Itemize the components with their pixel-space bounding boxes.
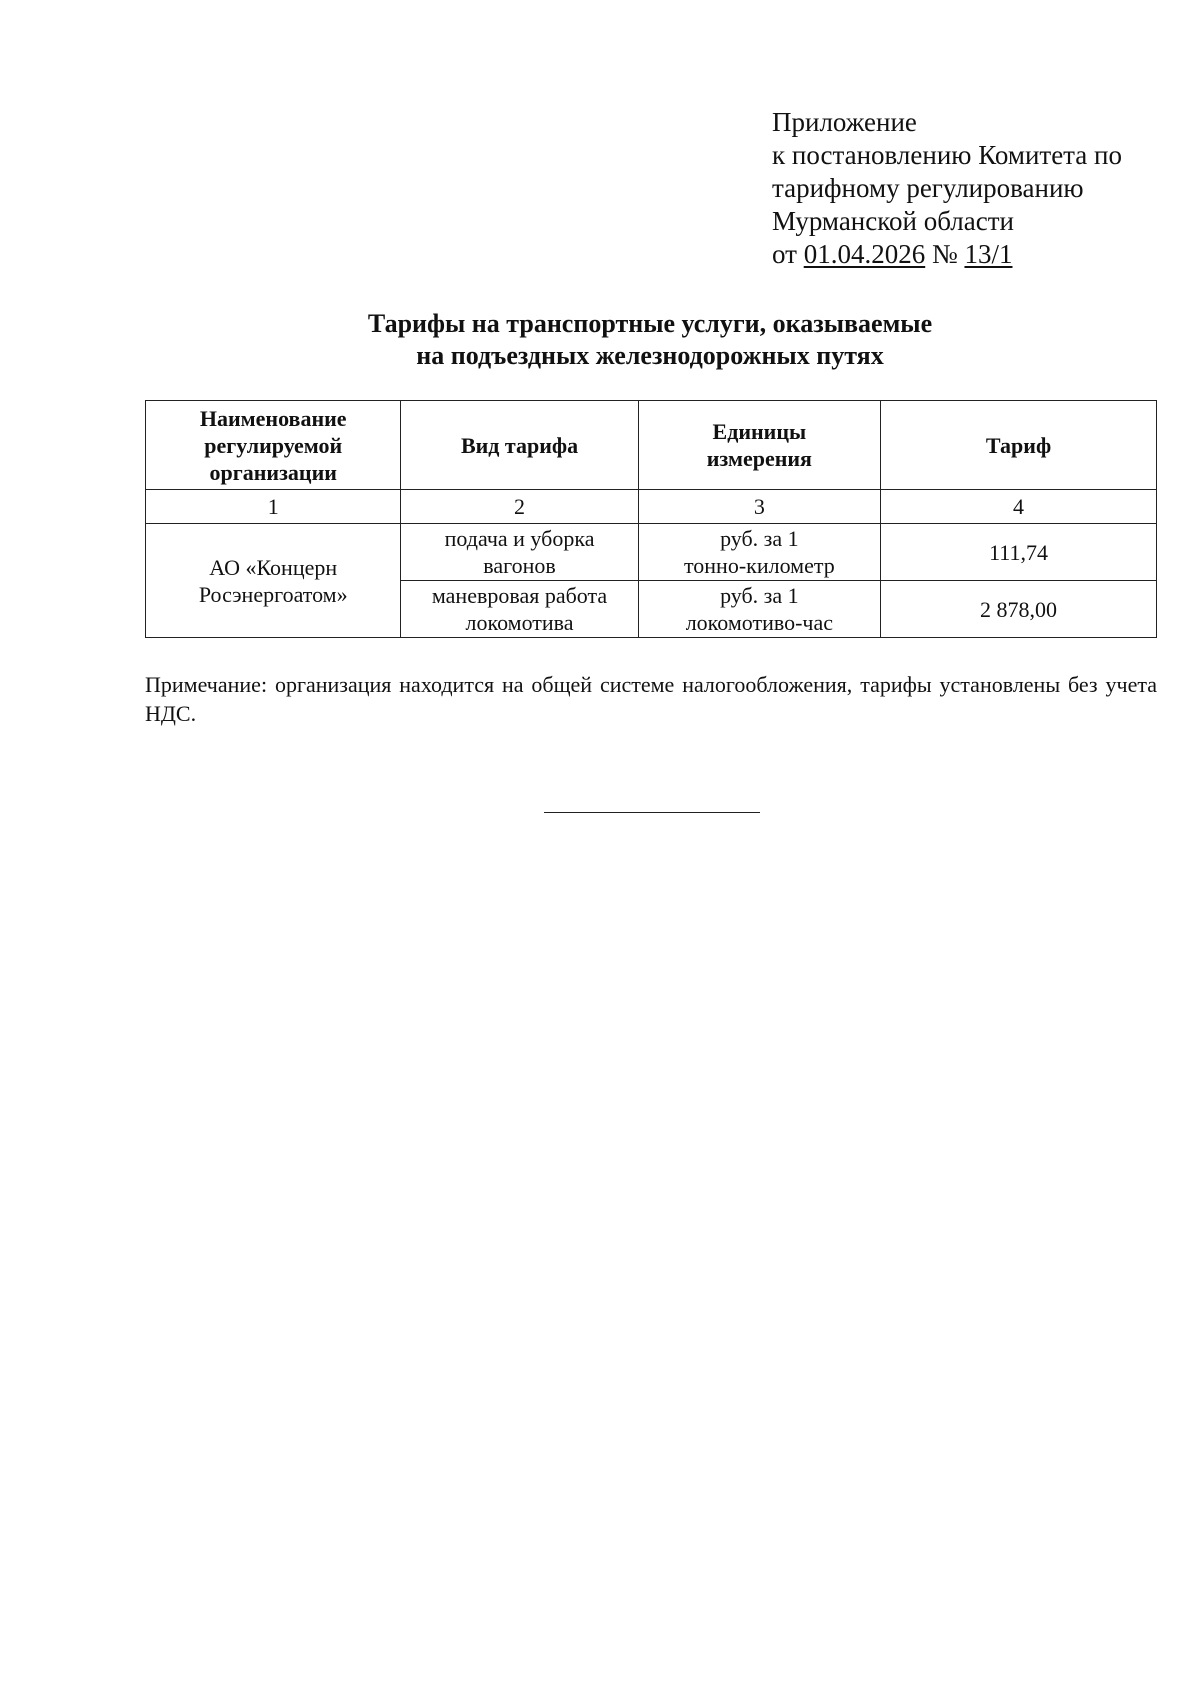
tariff-type-l2: локомотива <box>465 610 574 635</box>
closing-divider-line <box>544 812 760 813</box>
tariff-value-cell: 2 878,00 <box>881 581 1157 638</box>
header-organization-l2: регулируемой <box>204 432 343 458</box>
document-title <box>0 308 1200 372</box>
unit-l1: руб. за 1 <box>720 526 799 551</box>
table-row <box>146 524 1157 581</box>
title-line-1: Тарифы на транспортные услуги, оказываемые <box>367 309 933 338</box>
appendix-line-2: к постановлению Комитета по <box>772 140 1122 170</box>
table-header-row <box>146 401 1157 490</box>
unit-cell <box>638 581 881 638</box>
tariff-table <box>145 400 1157 638</box>
tariff-type-cell <box>401 524 638 581</box>
column-number-1: 1 <box>146 490 401 524</box>
tariff-type-cell <box>401 581 638 638</box>
appendix-date-line <box>772 238 1122 271</box>
date-prefix: от <box>772 239 804 269</box>
column-number-2: 2 <box>401 490 638 524</box>
column-number-row <box>146 490 1157 524</box>
header-tariff-type <box>401 401 638 490</box>
number-prefix: № <box>925 239 965 269</box>
column-number-3: 3 <box>638 490 881 524</box>
header-organization-l3: организации <box>209 459 337 485</box>
unit-l1: руб. за 1 <box>720 583 799 608</box>
header-tariff-l1: Тариф <box>985 432 1052 458</box>
title-line-2: на подъездных железнодорожных путях <box>416 341 884 370</box>
appendix-block <box>772 106 1122 271</box>
unit-l2: тонно-километр <box>683 553 835 578</box>
header-tariff <box>881 401 1157 490</box>
organization-name-l2: Росэнергоатом» <box>198 581 348 607</box>
header-units <box>638 401 881 490</box>
resolution-date: 01.04.2026 <box>803 239 926 269</box>
appendix-line-3: тарифному регулированию <box>772 173 1084 203</box>
unit-cell <box>638 524 881 581</box>
tariff-value-cell: 111,74 <box>881 524 1157 581</box>
tariff-type-l1: маневровая работа <box>431 583 608 608</box>
header-organization <box>146 401 401 490</box>
resolution-number: 13/1 <box>964 239 1013 269</box>
tariff-type-l1: подача и уборка <box>444 526 595 551</box>
appendix-line-1: Приложение <box>772 107 917 137</box>
note-text: Примечание: организация находится на общей системе налогообложения, тарифы установлены без учета НДС. <box>145 672 1157 726</box>
header-units-l1: Единицы <box>712 419 807 444</box>
header-tariff-type-l1: Вид тарифа <box>460 432 579 458</box>
tariff-type-l2: вагонов <box>483 553 556 578</box>
organization-name-l1: АО «Концерн <box>209 554 338 580</box>
unit-l2: локомотиво-час <box>685 610 834 635</box>
header-units-l2: измерения <box>706 446 812 471</box>
header-organization-l1: Наименование <box>199 405 347 431</box>
column-number-4: 4 <box>881 490 1157 524</box>
organization-cell <box>146 524 401 638</box>
appendix-line-4: Мурманской области <box>772 206 1014 236</box>
